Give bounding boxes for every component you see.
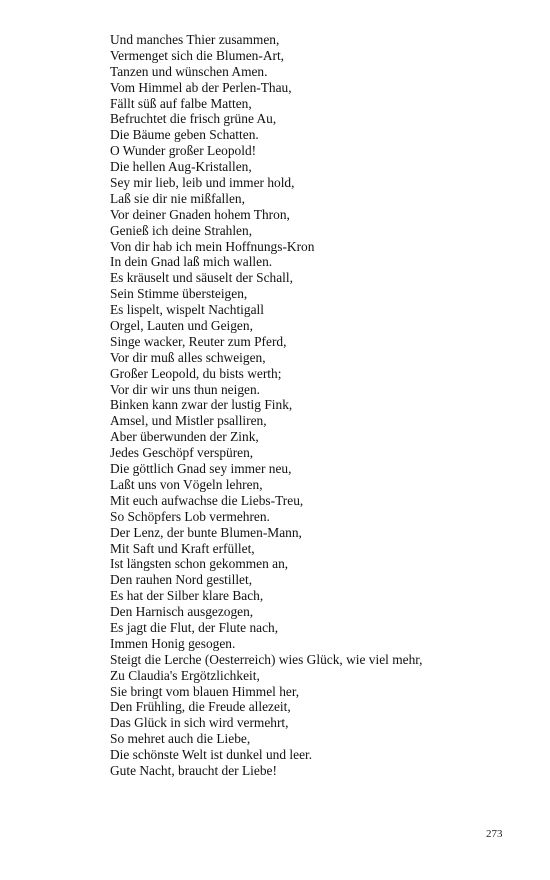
poem-line: Genieß ich deine Strahlen,: [110, 222, 253, 238]
poem-line: Laß sie dir nie mißfallen,: [110, 190, 245, 206]
poem-line: Die schönste Welt ist dunkel und leer.: [110, 747, 313, 763]
poem-line: Es hat der Silber klare Bach,: [110, 588, 264, 604]
page-number: 273: [486, 828, 503, 840]
poem-line: Die hellen Aug-Kristallen,: [110, 159, 252, 175]
poem-line: Mit Saft und Kraft erfüllet,: [110, 540, 255, 556]
poem-line: Großer Leopold, du bists werth;: [110, 365, 282, 381]
poem-line: Den Frühling, die Freude allezeit,: [110, 699, 291, 715]
poem-line: So mehret auch die Liebe,: [110, 731, 251, 747]
poem-line: Ist längsten schon gekommen an,: [110, 556, 289, 572]
poem-line: Binken kann zwar der lustig Fink,: [110, 397, 293, 413]
poem-line: Aber überwunden der Zink,: [110, 429, 259, 445]
poem-line: Tanzen und wünschen Amen.: [110, 63, 268, 79]
poem-line: In dein Gnad laß mich wallen.: [110, 254, 273, 270]
poem-line: Vom Himmel ab der Perlen-Thau,: [110, 79, 292, 95]
poem-line: O Wunder großer Leopold!: [110, 143, 257, 159]
poem-line: Immen Honig gesogen.: [110, 635, 236, 651]
poem-text: [110, 32, 423, 779]
poem-line: Vor dir wir uns thun neigen.: [110, 381, 261, 397]
poem-line: Mit euch aufwachse die Liebs-Treu,: [110, 492, 304, 508]
poem-line: Sie bringt vom blauen Himmel her,: [110, 683, 300, 699]
poem-line: Steigt die Lerche (Oesterreich) wies Glück, wie viel mehr,: [110, 651, 423, 667]
poem-line: Vor deiner Gnaden hohem Thron,: [110, 206, 290, 222]
poem-line: Singe wacker, Reuter zum Pferd,: [110, 333, 287, 349]
poem-line: Die göttlich Gnad sey immer neu,: [110, 461, 292, 477]
poem-line: Und manches Thier zusammen,: [110, 32, 280, 47]
poem-line: Der Lenz, der bunte Blumen-Mann,: [110, 524, 302, 540]
poem-line: Vor dir muß alles schweigen,: [110, 349, 266, 365]
poem-line: Den Harnisch ausgezogen,: [110, 604, 254, 620]
poem-line: Die Bäume geben Schatten.: [110, 127, 259, 143]
poem-line: Von dir hab ich mein Hoffnungs-Kron: [110, 238, 315, 254]
poem-line: Gute Nacht, braucht der Liebe!: [110, 762, 277, 778]
poem-line: Vermenget sich die Blumen-Art,: [110, 47, 285, 63]
poem-line: So Schöpfers Lob vermehren.: [110, 508, 270, 524]
poem-line: Den rauhen Nord gestillet,: [110, 572, 253, 588]
poem-line: Es lispelt, wispelt Nachtigall: [110, 302, 264, 318]
poem-line: Amsel, und Mistler psalliren,: [110, 413, 267, 429]
poem-line: Jedes Geschöpf verspüren,: [110, 445, 254, 461]
poem-line: Fällt süß auf falbe Matten,: [110, 95, 252, 111]
poem-line: Laßt uns von Vögeln lehren,: [110, 476, 263, 492]
poem-line: Es kräuselt und säuselt der Schall,: [110, 270, 293, 286]
poem-line: Orgel, Lauten und Geigen,: [110, 318, 253, 334]
poem-line: Sein Stimme übersteigen,: [110, 286, 248, 302]
poem-line: Es jagt die Flut, der Flute nach,: [110, 619, 279, 635]
poem-line: Befruchtet die frisch grüne Au,: [110, 111, 277, 127]
poem-line: Zu Claudia's Ergötzlichkeit,: [110, 667, 260, 683]
poem-line: Das Glück in sich wird vermehrt,: [110, 715, 289, 731]
poem-line: Sey mir lieb, leib und immer hold,: [110, 175, 295, 191]
